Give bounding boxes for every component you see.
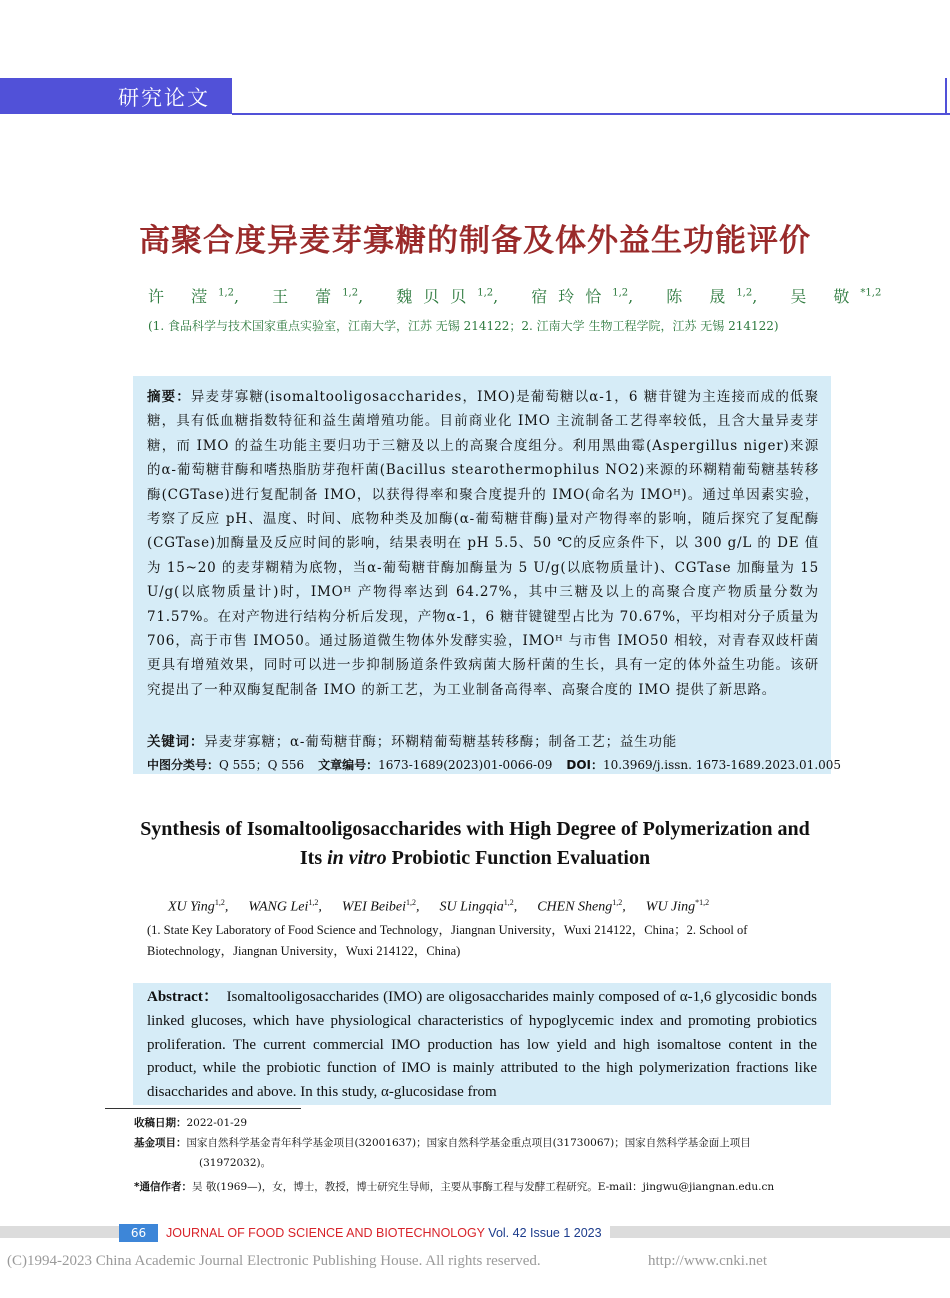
en-author: WANG Lei$^{1,2}$, (248, 898, 322, 915)
cn-author: 吴 敬$^{*1,2}$ (790, 287, 882, 306)
classification-label: 中图分类号： (147, 758, 220, 772)
chinese-keywords (147, 730, 819, 750)
english-title-line2: Its in vitro Probiotic Function Evaluation (299, 847, 651, 869)
english-title (0, 815, 950, 873)
cnki-url[interactable]: http://www.cnki.net (648, 1253, 768, 1269)
cn-author: 许 滢$^{1,2}$, (148, 287, 251, 306)
english-abstract-label: Abstract： (147, 989, 219, 1005)
doi-value: 10.3969/j.issn. 1673-1689.2023.01.005 (603, 758, 842, 772)
journal-volume: Vol. 42 Issue 1 2023 (488, 1226, 602, 1240)
chinese-keywords-label: 关键词： (147, 734, 205, 750)
en-author: XU Ying$^{1,2}$, (168, 898, 229, 915)
page-number: 66 (119, 1224, 158, 1242)
article-number-label: 文章编号： (318, 758, 379, 772)
en-author: WEI Beibei$^{1,2}$, (341, 898, 420, 915)
chinese-keywords-text: 异麦芽寡糖；α-葡萄糖苷酶；环糊精葡萄糖基转移酶；制备工艺；益生功能 (204, 734, 678, 750)
cn-author: 宿玲恰$^{1,2}$, (531, 287, 645, 306)
english-affiliation: (1. State Key Laboratory of Food Science and Technology，Jiangnan University，Wuxi 214122，China；2. School of Biotechnology，Jiangnan University，Wuxi 214122，China) (147, 923, 748, 958)
journal-line (158, 1224, 610, 1242)
article-number-value: 1673-1689(2023)01-0066-09 (378, 758, 553, 772)
english-abstract (147, 986, 817, 1104)
footnote-received: 收稿日期：2022-01-29 (134, 1117, 248, 1129)
english-abstract-text: Isomaltooligosaccharides (IMO) are oligosaccharides mainly composed of α-1,6 glycosidic bonds linked glucoses, which have physiological characteristics of hypoglycemic index and promoting probiotics proliferation. The current commercial IMO production has low yield and high isomaltose content in the product, while the probiotic function of IMO is mainly attributed to the high polymerization fractions like disaccharides and above. In this study, α-glucosidase from (147, 989, 817, 1101)
footnote-rule (105, 1108, 301, 1109)
en-author: SU Lingqia$^{1,2}$, (439, 898, 518, 915)
footnote-fund: 基金项目：国家自然科学基金青年科学基金项目(32001637)；国家自然科学基金重点项目(31730067)；国家自然科学基金面上项目 (134, 1137, 751, 1149)
footnote-fund-continued: (31972032)。 (199, 1157, 272, 1169)
cn-author: 陈 晟$^{1,2}$, (666, 287, 769, 306)
en-author: CHEN Sheng$^{1,2}$, (537, 898, 626, 915)
english-title-line1: Synthesis of Isomaltooligosaccharides with High Degree of Polymerization and (140, 818, 810, 840)
chinese-title: 高聚合度异麦芽寡糖的制备及体外益生功能评价 (139, 223, 811, 259)
footnote-corresponding: *通信作者：吴 敬(1969—)，女，博士，教授，博士研究生导师，主要从事酶工程与发酵工程研究。E-mail：jingwu@jiangnan.edu.cn (134, 1181, 775, 1193)
doi-label: DOI： (566, 758, 604, 772)
classification-line (147, 756, 842, 773)
copyright-text: (C)1994-2023 China Academic Journal Electronic Publishing House. All rights reserved. (7, 1253, 541, 1269)
english-authors (168, 898, 868, 916)
cn-author: 王 蕾$^{1,2}$, (272, 287, 375, 306)
classification-value: Q 555；Q 556 (219, 758, 305, 772)
chinese-abstract (147, 385, 819, 702)
section-tab (0, 78, 232, 114)
chinese-abstract-label: 摘要： (147, 389, 191, 405)
journal-name: JOURNAL OF FOOD SCIENCE AND BIOTECHNOLOGY (166, 1226, 485, 1240)
chinese-affiliation: (1. 食品科学与技术国家重点实验室，江南大学，江苏 无锡 214122；2. 江南大学 生物工程学院，江苏 无锡 214122) (148, 319, 779, 333)
en-author: WU Jing$^{*1,2}$ (645, 898, 710, 915)
chinese-authors (148, 284, 908, 307)
cn-author: 魏贝贝$^{1,2}$, (396, 287, 510, 306)
section-label: 研究论文 (118, 86, 210, 110)
chinese-abstract-text: 异麦芽寡糖(isomaltooligosaccharides，IMO)是葡萄糖以α-1，6 糖苷键为主连接而成的低聚糖，具有低血糖指数特征和益生菌增殖功能。目前商业化 IMO 主流制备工艺得率较低，且含大量异麦芽糖，而 IMO 的益生功能主要归功于三糖及以上的高聚合度组分。利用黑曲霉(Aspergillus niger)来源的α-葡萄糖苷酶和嗜热脂肪芽孢杆菌(Bacillus stearothermophilus NO2)来源的环糊精葡萄糖基转移酶(CGTase)进行复配制备 IMO，以获得得率和聚合度提升的 IMO(命名为 IMOᴴ)。通过单因素实验，考察了反应 pH、温度、时间、底物种类及加酶(α-葡萄糖苷酶)量对产物得率的影响，随后探究了复配酶(CGTase)加酶量及反应时间的影响，结果表明在 pH 5.5、50 ℃的反应条件下，以 300 g/L 的 DE 值为 15~20 的麦芽糊精为底物，当α-葡萄糖苷酶加酶量为 5 U/g(以底物质量计)、CGTase 加酶量为 15 U/g(以底物质量计)时，IMOᴴ 产物得率达到 64.27%，其中三糖及以上的高聚合度产物质量分数为 71.57%。在对产物进行结构分析后发现，产物α-1，6 糖苷键键型占比为 70.67%，平均相对分子质量为 706，高于市售 IMO50。通过肠道微生物体外发酵实验，IMOᴴ 与市售 IMO50 相较，对青春双歧杆菌更具有增殖效果，同时可以进一步抑制肠道条件致病菌大肠杆菌的生长，具有一定的体外益生功能。该研究提出了一种双酶复配制备 IMO 的新工艺，为工业制备高得率、高聚合度的 IMO 提供了新思路。 (147, 389, 819, 698)
header-rule-end (945, 78, 947, 115)
header-rule (232, 113, 950, 115)
